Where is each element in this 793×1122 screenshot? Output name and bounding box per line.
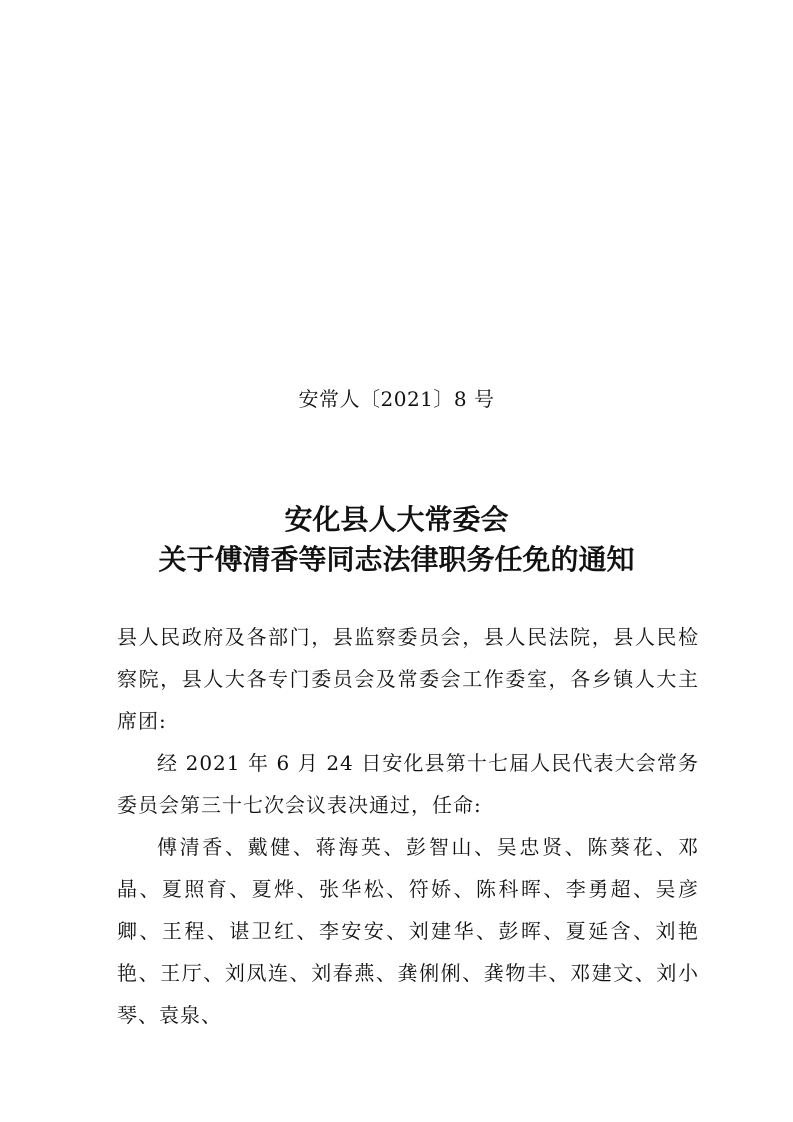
document-number: 安常人〔2021〕8 号 — [298, 387, 495, 411]
salutation-paragraph: 县人民政府及各部门，县监察委员会，县人民法院，县人民检察院，县人大各专门委员会及常委会工作委室，各乡镇人大主席团: — [117, 625, 699, 733]
title-line-subject: 关于傅清香等同志法律职务任免的通知 — [158, 543, 635, 576]
decision-paragraph: 经 2021 年 6 月 24 日安化县第十七届人民代表大会常务委员会第三十七次会议表决通过，任命: — [117, 751, 699, 817]
document-body — [117, 616, 699, 1036]
document-title — [0, 500, 793, 580]
appointee-list-paragraph: 傅清香、戴健、蒋海英、彭智山、吴忠贤、陈葵花、邓晶、夏照育、夏烨、张华松、符娇、陈科晖、李勇超、吴彦卿、王程、谌卫红、李安安、刘建华、彭晖、夏延含、刘艳艳、王厅、刘凤连、刘春燕、龚俐俐、龚物丰、邓建文、刘小琴、袁泉、 — [117, 835, 699, 1027]
title-line-organization: 安化县人大常委会 — [284, 503, 509, 536]
